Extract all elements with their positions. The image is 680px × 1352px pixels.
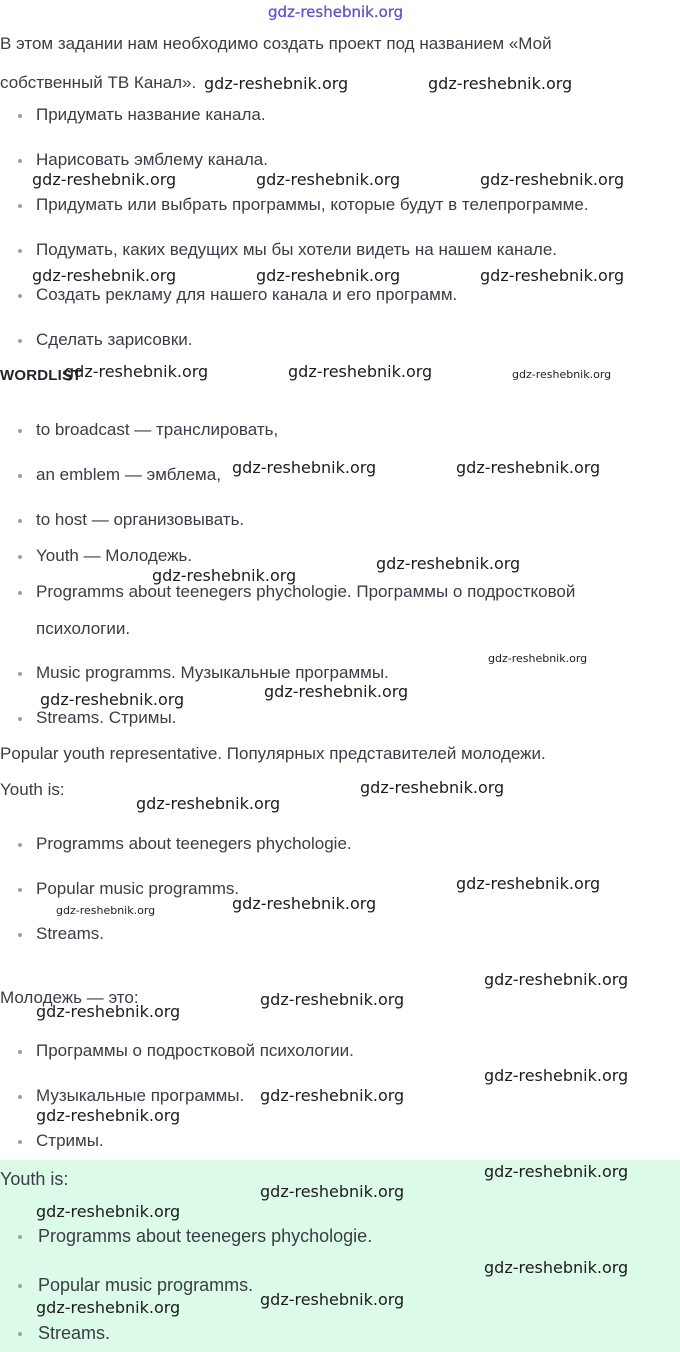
watermark: gdz-reshebnik.org (204, 74, 349, 93)
watermark: gdz-reshebnik.org (376, 554, 521, 573)
wordlist-heading: WORDLIST (0, 367, 82, 384)
bullet (18, 717, 22, 721)
bullet (18, 843, 22, 847)
wordlist-item: to broadcast — транслировать, (36, 420, 279, 439)
watermark: gdz-reshebnik.org (260, 990, 405, 1009)
watermark: gdz-reshebnik.org (484, 1258, 629, 1277)
watermark: gdz-reshebnik.org (260, 1290, 405, 1309)
watermark: gdz-reshebnik.org (36, 1298, 181, 1317)
bullet (18, 429, 22, 433)
watermark: gdz-reshebnik.org (484, 1066, 629, 1085)
bullet (18, 114, 22, 118)
highlight-item: Popular music programms. (38, 1275, 254, 1295)
wordlist-item: Youth — Молодежь. (36, 546, 193, 565)
wordlist-item: an emblem — эмблема, (36, 465, 221, 484)
highlight-item: Streams. (38, 1323, 111, 1343)
header-watermark: gdz-reshebnik.org (268, 3, 404, 21)
watermark: gdz-reshebnik.org (152, 566, 297, 585)
bullet (18, 591, 22, 595)
watermark: gdz-reshebnik.org (264, 682, 409, 701)
bullet (18, 933, 22, 937)
watermark: gdz-reshebnik.org (36, 1202, 181, 1221)
youth-is-item: Programms about teenegers phychologie. (36, 834, 352, 853)
watermark: gdz-reshebnik.org (64, 362, 209, 381)
bullet (18, 339, 22, 343)
bullet (18, 555, 22, 559)
watermark: gdz-reshebnik.org (40, 690, 185, 709)
molodezh-label: Молодежь — это: (0, 988, 139, 1007)
task-item: Создать рекламу для нашего канала и его программ. (36, 285, 458, 304)
wordlist-item-continuation: психологии. (36, 619, 131, 638)
watermark: gdz-reshebnik.org (32, 266, 177, 285)
watermark: gdz-reshebnik.org (480, 266, 625, 285)
wordlist-item: Streams. Стримы. (36, 708, 177, 727)
watermark: gdz-reshebnik.org (512, 368, 612, 381)
task-item: Сделать зарисовки. (36, 330, 193, 349)
watermark: gdz-reshebnik.org (360, 778, 505, 797)
intro-line-1: В этом задании нам необходимо создать проект под названием «Мой (0, 34, 552, 53)
watermark: gdz-reshebnik.org (232, 458, 377, 477)
watermark: gdz-reshebnik.org (428, 74, 573, 93)
bullet (18, 519, 22, 523)
wordlist-item: Music programms. Музыкальные программы. (36, 663, 389, 682)
bullet (18, 1095, 22, 1099)
bullet (18, 204, 22, 208)
highlight-label: Youth is: (0, 1169, 69, 1189)
watermark: gdz-reshebnik.org (488, 652, 588, 665)
watermark: gdz-reshebnik.org (484, 970, 629, 989)
task-item: Придумать или выбрать программы, которые будут в телепрограмме. (36, 195, 589, 214)
watermark: gdz-reshebnik.org (232, 894, 377, 913)
task-item: Нарисовать эмблему канала. (36, 150, 268, 169)
watermark: gdz-reshebnik.org (260, 1086, 405, 1105)
watermark: gdz-reshebnik.org (256, 170, 401, 189)
watermark: gdz-reshebnik.org (288, 362, 433, 381)
intro-line-2: собственный ТВ Канал». (0, 73, 197, 92)
bullet (18, 888, 22, 892)
bullet (18, 249, 22, 253)
youth-is-item: Streams. (36, 924, 105, 943)
popular-line: Popular youth representative. Популярных представителей молодежи. (0, 744, 546, 763)
watermark: gdz-reshebnik.org (56, 904, 156, 917)
task-item: Придумать название канала. (36, 105, 266, 124)
watermark: gdz-reshebnik.org (32, 170, 177, 189)
watermark: gdz-reshebnik.org (456, 874, 601, 893)
bullet (18, 159, 22, 163)
bullet (18, 1140, 22, 1144)
bullet (18, 1284, 22, 1288)
molodezh-item: Стримы. (36, 1131, 104, 1150)
watermark: gdz-reshebnik.org (136, 794, 281, 813)
molodezh-item: Программы о подростковой психологии. (36, 1041, 354, 1060)
watermark: gdz-reshebnik.org (456, 458, 601, 477)
bullet (18, 474, 22, 478)
bullet (18, 1050, 22, 1054)
wordlist-item: to host — организовывать. (36, 510, 245, 529)
watermark: gdz-reshebnik.org (480, 170, 625, 189)
watermark: gdz-reshebnik.org (260, 1182, 405, 1201)
youth-is-item: Popular music programms. (36, 879, 240, 898)
molodezh-item: Музыкальные программы. (36, 1086, 245, 1105)
bullet (18, 1332, 22, 1336)
highlight-item: Programms about teenegers phychologie. (38, 1226, 373, 1246)
watermark: gdz-reshebnik.org (256, 266, 401, 285)
youth-is-label: Youth is: (0, 780, 65, 799)
watermark: gdz-reshebnik.org (36, 1002, 181, 1021)
bullet (18, 672, 22, 676)
watermark: gdz-reshebnik.org (484, 1162, 629, 1181)
watermark: gdz-reshebnik.org (36, 1106, 181, 1125)
task-item: Подумать, каких ведущих мы бы хотели видеть на нашем канале. (36, 240, 557, 259)
bullet (18, 1235, 22, 1239)
bullet (18, 294, 22, 298)
wordlist-item: Programms about teenegers phychologie. Программы о подростковой (36, 582, 576, 601)
